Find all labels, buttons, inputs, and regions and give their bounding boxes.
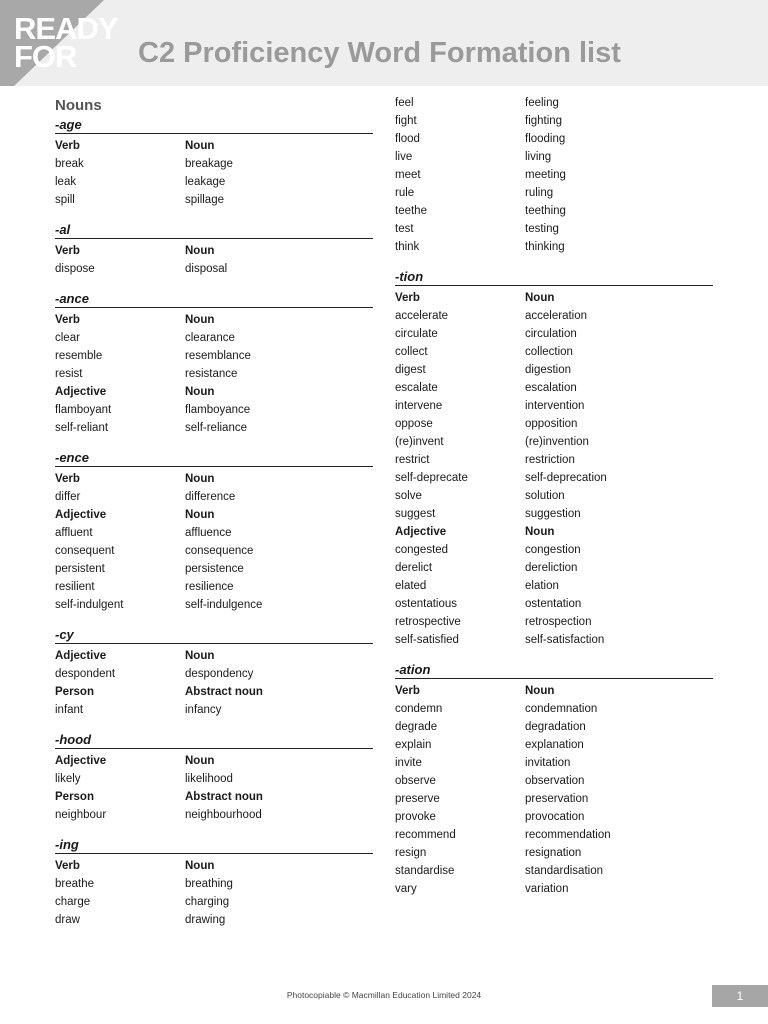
ready-for-logo	[0, 0, 116, 86]
column-header-row	[395, 682, 713, 700]
word-pair-row	[395, 700, 713, 718]
left-column	[55, 96, 373, 941]
column-header-derived: Abstract noun	[185, 686, 263, 698]
base-word: explain	[395, 739, 432, 751]
derived-word: opposition	[525, 418, 578, 430]
section-title: -ing	[55, 836, 373, 854]
word-pair-row	[395, 631, 713, 649]
derived-word: meeting	[525, 169, 566, 181]
word-pair-row	[55, 419, 373, 437]
word-pair-row	[395, 754, 713, 772]
derived-word: invitation	[525, 757, 571, 769]
word-pair-row	[395, 541, 713, 559]
derived-word: variation	[525, 883, 569, 895]
column-header-derived: Noun	[185, 509, 215, 521]
base-word: affluent	[55, 527, 93, 539]
column-header-row	[55, 383, 373, 401]
section-ing	[55, 836, 373, 929]
derived-word: dereliction	[525, 562, 578, 574]
base-word: flood	[395, 133, 420, 145]
word-pair-row	[55, 347, 373, 365]
base-word: consequent	[55, 545, 115, 557]
section-title: -ation	[395, 661, 713, 679]
base-word: breathe	[55, 878, 95, 890]
base-word: preserve	[395, 793, 440, 805]
word-pair-row	[395, 325, 713, 343]
derived-word: likelihood	[185, 773, 233, 785]
derived-word: acceleration	[525, 310, 588, 322]
word-pair-row	[395, 238, 713, 256]
base-word: provoke	[395, 811, 436, 823]
base-word: resist	[55, 368, 83, 380]
column-header-derived: Noun	[185, 755, 215, 767]
column-header-base: Person	[55, 791, 94, 803]
derived-word: circulation	[525, 328, 577, 340]
word-pair-row	[395, 148, 713, 166]
base-word: condemn	[395, 703, 443, 715]
derived-word: affluence	[185, 527, 232, 539]
section-title: -cy	[55, 626, 373, 644]
column-header-base: Adjective	[55, 755, 107, 767]
logo-word-ready: READY	[14, 11, 118, 46]
column-header-derived: Noun	[185, 314, 215, 326]
base-word: derelict	[395, 562, 433, 574]
word-pair-row	[55, 770, 373, 788]
page-number: 1	[712, 985, 768, 1007]
base-word: draw	[55, 914, 80, 926]
derived-word: elation	[525, 580, 559, 592]
section-title: -age	[55, 116, 373, 134]
base-word: test	[395, 223, 414, 235]
word-pair-row	[55, 701, 373, 719]
base-word: teethe	[395, 205, 427, 217]
word-pair-row	[395, 577, 713, 595]
column-header-row	[395, 523, 713, 541]
column-header-base: Adjective	[55, 650, 107, 662]
derived-word: breathing	[185, 878, 233, 890]
word-pair-row	[55, 875, 373, 893]
word-pair-row	[395, 790, 713, 808]
column-header-derived: Noun	[525, 526, 555, 538]
base-word: (re)invent	[395, 436, 444, 448]
base-word: meet	[395, 169, 421, 181]
derived-word: thinking	[525, 241, 565, 253]
column-header-derived: Noun	[525, 685, 555, 697]
column-header-base: Verb	[55, 140, 80, 152]
derived-word: ruling	[525, 187, 554, 199]
derived-word: escalation	[525, 382, 577, 394]
column-header-base: Person	[55, 686, 94, 698]
base-word: break	[55, 158, 84, 170]
derived-word: condemnation	[525, 703, 598, 715]
column-header-row	[55, 647, 373, 665]
right-column	[395, 94, 713, 910]
word-pair-row	[395, 487, 713, 505]
column-header-row	[55, 683, 373, 701]
derived-word: drawing	[185, 914, 226, 926]
page-title: C2 Proficiency Word Formation list	[138, 37, 621, 69]
derived-word: preservation	[525, 793, 589, 805]
base-word: self-reliant	[55, 422, 109, 434]
derived-word: despondency	[185, 668, 254, 680]
column-header-base: Verb	[55, 314, 80, 326]
base-word: restrict	[395, 454, 430, 466]
word-pair-row	[395, 772, 713, 790]
base-word: collect	[395, 346, 428, 358]
base-word: intervene	[395, 400, 443, 412]
column-header-base: Verb	[395, 685, 420, 697]
base-word: observe	[395, 775, 436, 787]
derived-word: fighting	[525, 115, 563, 127]
word-pair-row	[55, 806, 373, 824]
column-header-row	[55, 242, 373, 260]
derived-word: degradation	[525, 721, 586, 733]
word-pair-row	[395, 844, 713, 862]
word-pair-row	[55, 542, 373, 560]
base-word: elated	[395, 580, 427, 592]
column-header-row	[55, 311, 373, 329]
derived-word: resignation	[525, 847, 582, 859]
word-pair-row	[55, 560, 373, 578]
derived-word: flamboyance	[185, 404, 251, 416]
column-header-base: Verb	[395, 292, 420, 304]
derived-word: spillage	[185, 194, 224, 206]
word-pair-row	[55, 488, 373, 506]
word-pair-row	[395, 415, 713, 433]
section-age	[55, 116, 373, 209]
column-header-row	[55, 857, 373, 875]
section-tion	[395, 268, 713, 649]
base-word: self-satisfied	[395, 634, 459, 646]
base-word: clear	[55, 332, 80, 344]
word-pair-row	[395, 505, 713, 523]
derived-word: testing	[525, 223, 559, 235]
word-pair-row	[395, 307, 713, 325]
derived-word: teething	[525, 205, 566, 217]
word-pair-row	[395, 469, 713, 487]
derived-word: persistence	[185, 563, 244, 575]
word-pair-row	[395, 343, 713, 361]
base-word: invite	[395, 757, 422, 769]
derived-word: consequence	[185, 545, 254, 557]
base-word: resilient	[55, 581, 95, 593]
copyright-footer: Photocopiable © Macmillan Education Limited 2024	[286, 990, 482, 1000]
derived-word: self-satisfaction	[525, 634, 605, 646]
section-ence	[55, 449, 373, 614]
base-word: retrospective	[395, 616, 461, 628]
section-cy	[55, 626, 373, 719]
column-header-derived: Noun	[185, 473, 215, 485]
base-word: circulate	[395, 328, 438, 340]
column-header-derived: Noun	[185, 650, 215, 662]
derived-word: retrospection	[525, 616, 592, 628]
word-pair-row	[55, 893, 373, 911]
word-pair-row	[395, 736, 713, 754]
column-header-base: Adjective	[395, 526, 447, 538]
column-header-row	[395, 289, 713, 307]
page-header	[0, 0, 768, 86]
derived-word: collection	[525, 346, 573, 358]
base-word: likely	[55, 773, 81, 785]
derived-word: clearance	[185, 332, 235, 344]
word-pair-row	[395, 130, 713, 148]
base-word: vary	[395, 883, 417, 895]
section-ance	[55, 290, 373, 437]
word-pair-row	[55, 365, 373, 383]
section-hood	[55, 731, 373, 824]
word-pair-row	[395, 433, 713, 451]
base-word: congested	[395, 544, 449, 556]
word-pair-row	[55, 524, 373, 542]
word-pair-row	[55, 191, 373, 209]
word-pair-row	[395, 112, 713, 130]
derived-word: ostentation	[525, 598, 582, 610]
column-header-row	[55, 788, 373, 806]
base-word: standardise	[395, 865, 455, 877]
derived-word: solution	[525, 490, 565, 502]
word-pair-row	[395, 718, 713, 736]
derived-word: charging	[185, 896, 230, 908]
word-pair-row	[395, 613, 713, 631]
column-header-base: Adjective	[55, 509, 107, 521]
base-word: think	[395, 241, 420, 253]
word-pair-row	[395, 559, 713, 577]
base-word: differ	[55, 491, 81, 503]
base-word: persistent	[55, 563, 105, 575]
column-header-base: Verb	[55, 473, 80, 485]
word-pair-row	[395, 397, 713, 415]
base-word: recommend	[395, 829, 456, 841]
ing-continued-list	[395, 94, 713, 256]
column-header-base: Verb	[55, 860, 80, 872]
column-header-derived: Noun	[185, 860, 215, 872]
derived-word: explanation	[525, 739, 584, 751]
base-word: neighbour	[55, 809, 107, 821]
derived-word: restriction	[525, 454, 575, 466]
column-header-derived: Noun	[185, 386, 215, 398]
column-header-derived: Abstract noun	[185, 791, 263, 803]
column-header-base: Verb	[55, 245, 80, 257]
word-pair-row	[55, 665, 373, 683]
base-word: self-indulgent	[55, 599, 124, 611]
column-header-derived: Noun	[525, 292, 555, 304]
word-pair-row	[55, 155, 373, 173]
section-ation	[395, 661, 713, 898]
base-word: dispose	[55, 263, 95, 275]
word-pair-row	[395, 220, 713, 238]
derived-word: observation	[525, 775, 585, 787]
derived-word: flooding	[525, 133, 566, 145]
column-header-row	[55, 752, 373, 770]
derived-word: self-reliance	[185, 422, 247, 434]
derived-word: recommendation	[525, 829, 611, 841]
derived-word: neighbourhood	[185, 809, 262, 821]
base-word: digest	[395, 364, 426, 376]
base-word: feel	[395, 97, 414, 109]
derived-word: resemblance	[185, 350, 251, 362]
derived-word: provocation	[525, 811, 585, 823]
base-word: flamboyant	[55, 404, 112, 416]
base-word: fight	[395, 115, 417, 127]
base-word: escalate	[395, 382, 438, 394]
column-header-row	[55, 137, 373, 155]
derived-word: breakage	[185, 158, 233, 170]
derived-word: suggestion	[525, 508, 581, 520]
base-word: despondent	[55, 668, 116, 680]
word-pair-row	[395, 379, 713, 397]
logo-word-for: FOR	[14, 39, 77, 74]
derived-word: standardisation	[525, 865, 603, 877]
section-title: -ence	[55, 449, 373, 467]
base-word: live	[395, 151, 413, 163]
derived-word: feeling	[525, 97, 559, 109]
section-title: -al	[55, 221, 373, 239]
word-pair-row	[395, 451, 713, 469]
word-pair-row	[395, 184, 713, 202]
base-word: infant	[55, 704, 84, 716]
word-pair-row	[55, 329, 373, 347]
word-pair-row	[395, 166, 713, 184]
word-pair-row	[395, 808, 713, 826]
word-pair-row	[55, 596, 373, 614]
section-title: -tion	[395, 268, 713, 286]
word-pair-row	[395, 826, 713, 844]
base-word: resemble	[55, 350, 103, 362]
derived-word: self-indulgence	[185, 599, 263, 611]
base-word: accelerate	[395, 310, 449, 322]
derived-word: congestion	[525, 544, 581, 556]
base-word: resign	[395, 847, 427, 859]
column-header-derived: Noun	[185, 140, 215, 152]
base-word: spill	[55, 194, 75, 206]
nouns-heading: Nouns	[55, 97, 102, 114]
word-pair-row	[55, 578, 373, 596]
derived-word: living	[525, 151, 552, 163]
derived-word: infancy	[185, 704, 222, 716]
derived-word: resistance	[185, 368, 238, 380]
word-pair-row	[395, 94, 713, 112]
base-word: ostentatious	[395, 598, 458, 610]
word-pair-row	[55, 173, 373, 191]
base-word: leak	[55, 176, 77, 188]
section-al	[55, 221, 373, 278]
base-word: oppose	[395, 418, 433, 430]
base-word: charge	[55, 896, 91, 908]
derived-word: resilience	[185, 581, 234, 593]
word-pair-row	[395, 862, 713, 880]
word-pair-row	[395, 361, 713, 379]
column-header-row	[55, 470, 373, 488]
word-pair-row	[55, 401, 373, 419]
base-word: self-deprecate	[395, 472, 468, 484]
column-header-derived: Noun	[185, 245, 215, 257]
derived-word: (re)invention	[525, 436, 589, 448]
base-word: rule	[395, 187, 415, 199]
word-pair-row	[55, 260, 373, 278]
derived-word: leakage	[185, 176, 226, 188]
column-header-row	[55, 506, 373, 524]
derived-word: self-deprecation	[525, 472, 607, 484]
base-word: degrade	[395, 721, 438, 733]
word-pair-row	[395, 880, 713, 898]
section-title: -hood	[55, 731, 373, 749]
section-title: -ance	[55, 290, 373, 308]
derived-word: intervention	[525, 400, 585, 412]
derived-word: difference	[185, 491, 236, 503]
derived-word: digestion	[525, 364, 572, 376]
base-word: suggest	[395, 508, 436, 520]
word-pair-row	[55, 911, 373, 929]
word-pair-row	[395, 595, 713, 613]
word-pair-row	[395, 202, 713, 220]
derived-word: disposal	[185, 263, 228, 275]
column-header-base: Adjective	[55, 386, 107, 398]
base-word: solve	[395, 490, 422, 502]
